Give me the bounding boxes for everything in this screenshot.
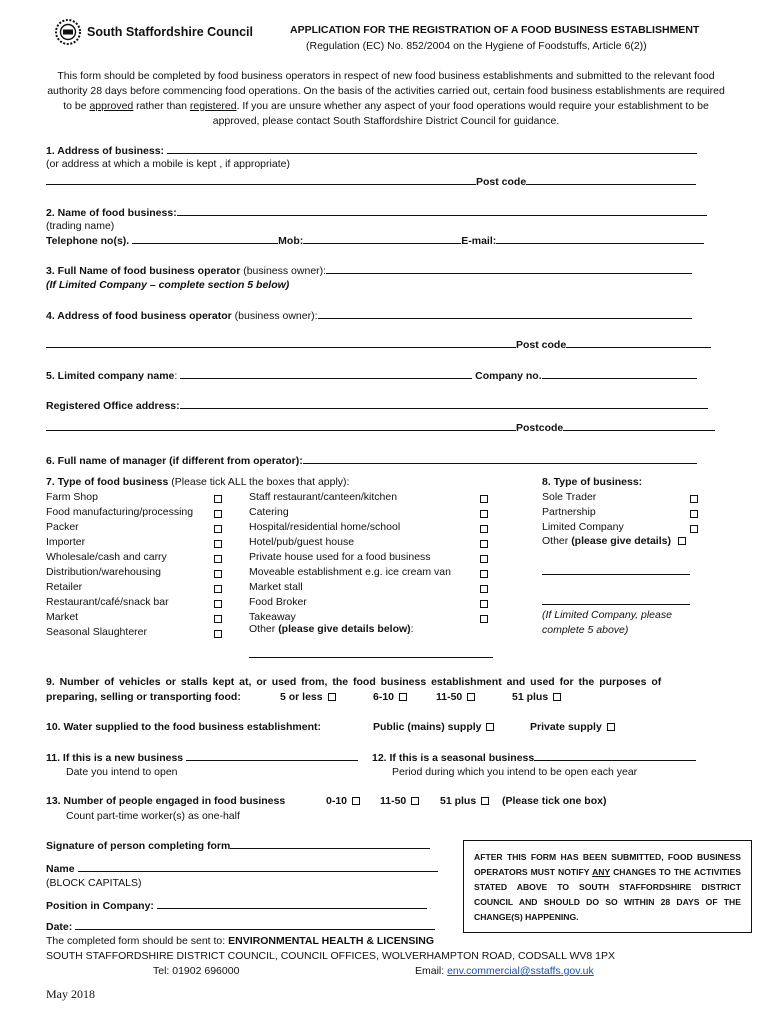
- q7-option-label: Packer: [46, 521, 79, 533]
- telephone-label: Telephone no(s).: [46, 235, 130, 247]
- position-label: Position in Company:: [46, 900, 154, 912]
- q7-option-checkbox[interactable]: [214, 510, 222, 518]
- intro-paragraph: [46, 69, 726, 129]
- q8-option-label: Sole Trader: [542, 491, 597, 503]
- intro-text-1: This form should be completed by food business operators in respect of new food business establishments and submitted to the relevant food authority 28 days before commencing food operations. On the basis of the activities carried out, certain food business establishments are required to be: [47, 70, 725, 112]
- q7-option-checkbox[interactable]: [214, 630, 222, 638]
- q13-option-checkbox[interactable]: [481, 797, 489, 805]
- q9-option-checkbox[interactable]: [399, 693, 407, 701]
- q5-label: 5. Limited company name: [46, 370, 175, 382]
- q7-option-label: Farm Shop: [46, 491, 98, 503]
- email-label: E-mail:: [461, 235, 497, 247]
- q3-owner: (business owner):: [240, 265, 327, 277]
- q8-other-label: Other: [542, 535, 572, 547]
- q7-option-checkbox[interactable]: [214, 600, 222, 608]
- q7-option-label: Seasonal Slaughterer: [46, 626, 147, 638]
- q9-option-checkbox[interactable]: [467, 693, 475, 701]
- q7-option-label: Catering: [249, 506, 289, 518]
- q7-other-row: [249, 623, 414, 635]
- q12-row: [372, 751, 696, 764]
- q8-other-row: [542, 535, 686, 547]
- notice-any: ANY: [592, 867, 611, 877]
- q5-postcode-label: Postcode: [516, 422, 564, 434]
- q9-option-label: 51 plus: [512, 691, 549, 703]
- q9-option-checkbox[interactable]: [553, 693, 561, 701]
- q5-company-name-field[interactable]: [180, 369, 472, 379]
- signature-row: [46, 839, 430, 852]
- q7-option-checkbox[interactable]: [214, 495, 222, 503]
- intro-registered: registered: [189, 100, 237, 112]
- q8-other-field-2[interactable]: [542, 595, 690, 605]
- q2-name-row: [46, 206, 707, 219]
- q7-label: 7. Type of food business: [46, 476, 169, 488]
- q10-public-checkbox[interactable]: [486, 723, 494, 731]
- q8-option-label: Limited Company: [542, 521, 624, 533]
- q4-address-field[interactable]: [318, 309, 692, 319]
- position-row: [46, 899, 427, 912]
- q6-row: [46, 454, 697, 467]
- q7-other-field[interactable]: [249, 648, 493, 658]
- q7-option-checkbox[interactable]: [480, 600, 488, 608]
- q2-contact-row: [46, 234, 704, 247]
- q8-label: 8. Type of business:: [542, 476, 643, 488]
- q13-option-label: 11-50: [380, 795, 407, 807]
- q7-option-checkbox[interactable]: [480, 495, 488, 503]
- q10-option-private[interactable]: [530, 721, 615, 733]
- q7-option-label: Wholesale/cash and carry: [46, 551, 167, 563]
- date-field[interactable]: [75, 920, 435, 930]
- mob-label: Mob:: [278, 235, 304, 247]
- q9-option[interactable]: [373, 691, 407, 703]
- q1-postcode-field[interactable]: [526, 175, 696, 185]
- q9-option[interactable]: [512, 691, 561, 703]
- q7-header: [46, 476, 349, 488]
- q11-date-field[interactable]: [186, 751, 358, 761]
- email-field[interactable]: [496, 234, 704, 244]
- q13-option[interactable]: [380, 795, 419, 807]
- telephone-field[interactable]: [132, 234, 278, 244]
- q13-option-label: 51 plus: [440, 795, 477, 807]
- q7-option-label: Restaurant/café/snack bar: [46, 596, 169, 608]
- footer-dept: ENVIRONMENTAL HEALTH & LICENSING: [228, 935, 435, 947]
- q1-label: 1. Address of business:: [46, 145, 165, 157]
- q1-address-row2: [46, 175, 696, 188]
- q7-option-label: Staff restaurant/canteen/kitchen: [249, 491, 398, 503]
- q12-period-field[interactable]: [534, 751, 696, 761]
- q5-postcode-field[interactable]: [563, 421, 715, 431]
- q10-option-public[interactable]: [373, 721, 494, 733]
- company-no-label: Company no.: [475, 370, 542, 382]
- q3-note: (If Limited Company – complete section 5 below): [46, 279, 290, 291]
- q7-option-label: Takeaway: [249, 611, 296, 623]
- q7-option-checkbox[interactable]: [214, 570, 222, 578]
- q8-option-checkbox[interactable]: [690, 495, 698, 503]
- q7-option-checkbox[interactable]: [480, 540, 488, 548]
- q7-option-checkbox[interactable]: [480, 555, 488, 563]
- q8-note-2: complete 5 above): [542, 624, 629, 636]
- q1-address-row: [46, 144, 697, 157]
- q7-option-label: Food Broker: [249, 596, 307, 608]
- q11-label: 11. If this is a new business: [46, 752, 184, 764]
- notice-text-1: AFTER THIS FORM HAS BEEN SUBMITTED, FOOD BUSINESS OPERATORS MUST NOTIFY: [474, 852, 741, 877]
- form-title: APPLICATION FOR THE REGISTRATION OF A FOOD BUSINESS ESTABLISHMENT: [290, 24, 700, 36]
- intro-text-2: . If you are unsure whether any aspect of your food operations would require your establishment to be approved, please contact South Staffordshire District Council for guidance.: [212, 100, 709, 127]
- q1-address-field[interactable]: [167, 144, 697, 154]
- q7-option-checkbox[interactable]: [214, 585, 222, 593]
- q7-option-checkbox[interactable]: [214, 540, 222, 548]
- q6-label: 6. Full name of manager (if different from operator):: [46, 455, 303, 467]
- block-capitals-note: (BLOCK CAPITALS): [46, 877, 142, 889]
- q9-line1: 9. Number of vehicles or stalls kept at, or used from, the food business establishment and used for the purposes of: [46, 676, 662, 688]
- signature-field[interactable]: [230, 839, 430, 849]
- q11-row: [46, 751, 358, 764]
- q7-option-label: Retailer: [46, 581, 83, 593]
- footer-email-link[interactable]: env.commercial@sstaffs.gov.uk: [447, 965, 594, 977]
- q8-option-checkbox[interactable]: [690, 525, 698, 533]
- registered-office-field-2[interactable]: [46, 421, 516, 431]
- q3-label: 3. Full Name of food business operator: [46, 265, 241, 277]
- q4-address-field-2[interactable]: [46, 338, 516, 348]
- footer-date: May 2018: [46, 987, 95, 1001]
- q13-option[interactable]: [326, 795, 360, 807]
- footer-address: SOUTH STAFFORDSHIRE DISTRICT COUNCIL, COUNCIL OFFICES, WOLVERHAMPTON ROAD, CODSALL WV8 1PX: [46, 950, 616, 962]
- notice-text-2: CHANGES TO THE ACTIVITIES STATED ABOVE TO SOUTH STAFFORDSHIRE DISTRICT COUNCIL AND SHOULD DO SO WITHIN 28 DAYS OF THE CHANGE(S) HAPPENING.: [474, 867, 741, 922]
- q1-postcode-label: Post code: [476, 176, 527, 188]
- intro-approved: approved: [89, 100, 134, 112]
- q9-option-label: 11-50: [436, 691, 463, 703]
- q7-option-label: Hospital/residential home/school: [249, 521, 401, 533]
- date-row: [46, 920, 435, 933]
- q7-option-label: Private house used for a food business: [249, 551, 431, 563]
- q13-option-checkbox[interactable]: [352, 797, 360, 805]
- q11-note: Date you intend to open: [66, 766, 178, 778]
- q7-option-checkbox[interactable]: [480, 615, 488, 623]
- date-label: Date:: [46, 921, 73, 933]
- footer-sent-to: [46, 935, 434, 947]
- footer-email-row: [415, 965, 594, 977]
- q7-option-checkbox[interactable]: [480, 525, 488, 533]
- q13-option-checkbox[interactable]: [411, 797, 419, 805]
- q13-note: Count part-time worker(s) as one-half: [66, 810, 240, 822]
- q2-name-field[interactable]: [177, 206, 707, 216]
- q12-label: 12. If this is a seasonal business: [372, 752, 535, 764]
- council-logo: [55, 19, 253, 45]
- q7-other-details: (please give details below): [278, 623, 411, 635]
- q3-row: [46, 264, 692, 277]
- q7-option-label: Market stall: [249, 581, 303, 593]
- name-row: [46, 862, 438, 875]
- q7-option-checkbox[interactable]: [214, 555, 222, 563]
- q10-private-label: Private supply: [530, 721, 602, 733]
- q7-option-label: Moveable establishment e.g. ice cream van: [249, 566, 451, 578]
- q7-option-label: Food manufacturing/processing: [46, 506, 194, 518]
- q4-row: [46, 309, 692, 322]
- q9-line2: preparing, selling or transporting food:: [46, 691, 241, 703]
- council-crest-icon: [55, 19, 81, 45]
- q3-operator-field[interactable]: [326, 264, 692, 274]
- q12-note: Period during which you intend to be open each year: [392, 766, 638, 778]
- q7-option-label: Importer: [46, 536, 86, 548]
- q7-option-checkbox[interactable]: [480, 570, 488, 578]
- registered-office-label: Registered Office address:: [46, 400, 180, 412]
- position-field[interactable]: [157, 899, 427, 909]
- manager-name-field[interactable]: [303, 454, 697, 464]
- q5-colon: :: [174, 370, 178, 382]
- q13-label: 13. Number of people engaged in food business: [46, 795, 286, 807]
- q9-option[interactable]: [436, 691, 475, 703]
- changes-notice-box: [463, 840, 752, 933]
- q7-note: (Please tick ALL the boxes that apply):: [168, 476, 350, 488]
- q4-postcode-field[interactable]: [566, 338, 711, 348]
- footer-sent-label: The completed form should be sent to:: [46, 935, 229, 947]
- q9-option[interactable]: [280, 691, 336, 703]
- q2-note: (trading name): [46, 220, 115, 232]
- q8-option-checkbox[interactable]: [690, 510, 698, 518]
- q7-option-label: Hotel/pub/guest house: [249, 536, 355, 548]
- q7-other-label: Other: [249, 623, 279, 635]
- q13-tick-note: (Please tick one box): [502, 795, 607, 807]
- q8-option-label: Partnership: [542, 506, 596, 518]
- footer-email-label: Email:: [415, 965, 448, 977]
- q10-label: 10. Water supplied to the food business establishment:: [46, 721, 321, 733]
- q4-owner: (business owner):: [231, 310, 318, 322]
- q7-option-checkbox[interactable]: [214, 525, 222, 533]
- q5-row: [46, 369, 697, 382]
- q7-option-checkbox[interactable]: [480, 585, 488, 593]
- q5-office-row: [46, 399, 708, 412]
- q4-row2: [46, 338, 711, 351]
- q10-private-checkbox[interactable]: [607, 723, 615, 731]
- footer-tel: Tel: 01902 696000: [153, 965, 240, 977]
- q7-option-label: Market: [46, 611, 79, 623]
- form-subtitle: (Regulation (EC) No. 852/2004 on the Hygiene of Foodstuffs, Article 6(2)): [306, 40, 647, 52]
- q9-option-checkbox[interactable]: [328, 693, 336, 701]
- q7-other-colon: :: [410, 623, 414, 635]
- q13-option[interactable]: [440, 795, 489, 807]
- q1-address-field-2[interactable]: [46, 175, 476, 185]
- q9-option-label: 6-10: [373, 691, 395, 703]
- q5-office-row2: [46, 421, 715, 434]
- signature-label: Signature of person completing form: [46, 840, 231, 852]
- q7-option-checkbox[interactable]: [480, 510, 488, 518]
- q2-label: 2. Name of food business:: [46, 207, 177, 219]
- q1-note: (or address at which a mobile is kept , if appropriate): [46, 158, 290, 170]
- q4-postcode-label: Post code: [516, 339, 567, 351]
- q10-public-label: Public (mains) supply: [373, 721, 482, 733]
- council-name: South Staffordshire Council: [87, 25, 253, 39]
- q8-other-checkbox[interactable]: [678, 537, 686, 545]
- registered-office-field[interactable]: [180, 399, 708, 409]
- q13-option-label: 0-10: [326, 795, 348, 807]
- q9-option-label: 5 or less: [280, 691, 323, 703]
- q7-option-label: Distribution/warehousing: [46, 566, 161, 578]
- company-no-field[interactable]: [542, 369, 697, 379]
- q8-other-field-1[interactable]: [542, 565, 690, 575]
- q7-option-checkbox[interactable]: [214, 615, 222, 623]
- mob-field[interactable]: [303, 234, 461, 244]
- name-field[interactable]: [78, 862, 438, 872]
- name-label: Name: [46, 863, 75, 875]
- q4-label: 4. Address of food business operator: [46, 310, 232, 322]
- intro-text-mid: rather than: [133, 100, 190, 112]
- q8-other-details: (please give details): [571, 535, 671, 547]
- q8-note-1: (If Limited Company, please: [542, 609, 672, 621]
